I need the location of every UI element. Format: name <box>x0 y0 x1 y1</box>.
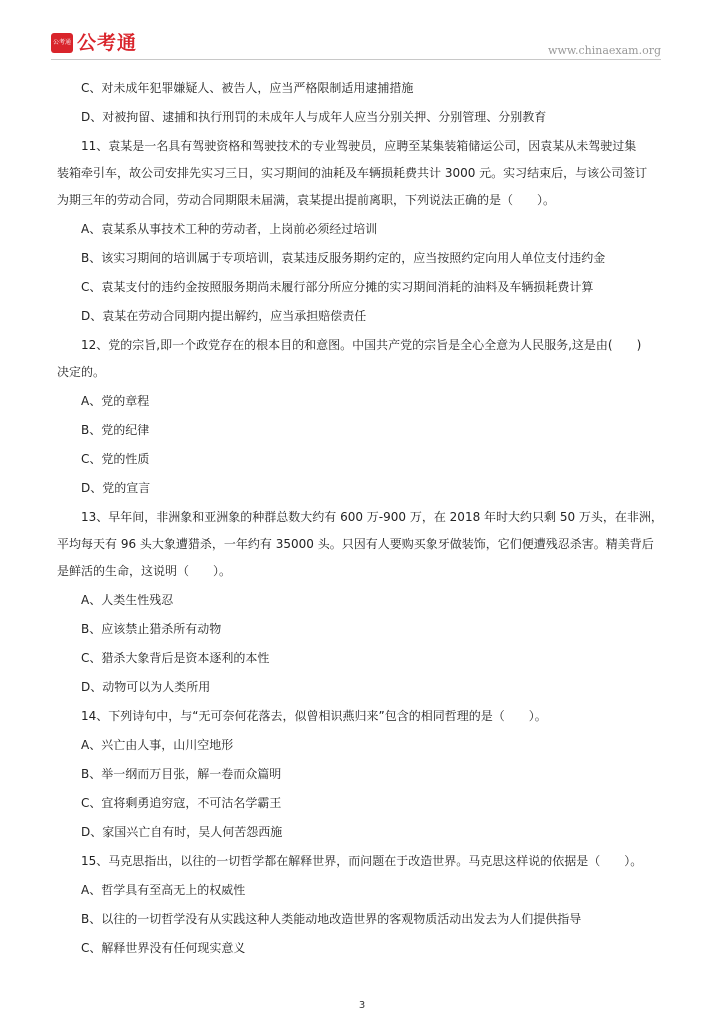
site-url[interactable]: www.chinaexam.org <box>548 44 661 57</box>
option-line: C、对未成年犯罪嫌疑人、被告人，应当严格限制适用逮捕措施 <box>81 81 414 95</box>
option-line: A、党的章程 <box>81 394 150 408</box>
option-line: B、应该禁止猎杀所有动物 <box>81 622 222 636</box>
page-header <box>0 0 724 60</box>
logo-text: 公考通 <box>77 32 138 54</box>
question-line: 13、早年间，非洲象和亚洲象的种群总数大约有 600 万-900 万，在 2018 年时大约只剩 50 万头，在非洲， <box>81 510 663 524</box>
option-line: D、对被拘留、逮捕和执行刑罚的未成年人与成年人应当分别关押、分别管理、分别教育 <box>81 110 547 124</box>
option-line: C、解释世界没有任何现实意义 <box>81 941 246 955</box>
option-line: D、袁某在劳动合同期内提出解约，应当承担赔偿责任 <box>81 309 367 323</box>
question-line: 为期三年的劳动合同，劳动合同期限未届满，袁某提出提前离职，下列说法正确的是（ ）。 <box>57 193 556 207</box>
question-14: 14、下列诗句中，与“无可奈何花落去，似曾相识燕归来”包含的相同哲理的是（ ）。 <box>81 709 547 723</box>
logo-mark: 公考通 <box>51 33 73 53</box>
option-line: A、哲学具有至高无上的权威性 <box>81 883 246 897</box>
question-line: 平均每天有 96 头大象遭猎杀，一年约有 35000 头。只因有人要购买象牙做装饰，它们便遭残忍杀害。精美背后 <box>57 537 654 551</box>
option-line: D、党的宣言 <box>81 481 151 495</box>
question-line: 12、党的宗旨,即一个政党存在的根本目的和意图。中国共产党的宗旨是全心全意为人民服务,这是由( ) <box>81 338 642 352</box>
header-divider <box>51 59 661 60</box>
option-line: C、党的性质 <box>81 452 150 466</box>
question-line: 装箱牵引车，故公司安排先实习三日，实习期间的油耗及车辆损耗费共计 3000 元。实习结束后，与该公司签订 <box>57 166 648 180</box>
page-number: 3 <box>358 1000 366 1011</box>
question-13 <box>57 507 667 581</box>
option-line: A、兴亡由人事，山川空地形 <box>81 738 234 752</box>
question-11 <box>57 136 667 210</box>
option-line: B、该实习期间的培训属于专项培训，袁某违反服务期约定的，应当按照约定向用人单位支付违约金 <box>81 251 606 265</box>
question-15: 15、马克思指出，以往的一切哲学都在解释世界，而问题在于改造世界。马克思这样说的依据是（ ）。 <box>81 854 643 868</box>
option-line: A、袁某系从事技术工种的劳动者，上岗前必须经过培训 <box>81 222 378 236</box>
question-line: 11、袁某是一名具有驾驶资格和驾驶技术的专业驾驶员，应聘至某集装箱储运公司，因袁某从未驾驶过集 <box>81 139 637 153</box>
option-line: B、党的纪律 <box>81 423 150 437</box>
option-line: B、以往的一切哲学没有从实践这种人类能动地改造世界的客观物质活动出发去为人们提供指导 <box>81 912 582 926</box>
option-line: D、动物可以为人类所用 <box>81 680 211 694</box>
option-line: C、宜将剩勇追穷寇，不可沽名学霸王 <box>81 796 282 810</box>
document-body <box>57 78 667 967</box>
option-line: C、猎杀大象背后是资本逐利的本性 <box>81 651 270 665</box>
option-line: D、家国兴亡自有时，吴人何苦怨西施 <box>81 825 283 839</box>
option-line: B、举一纲而万目张，解一卷而众篇明 <box>81 767 282 781</box>
option-line: C、袁某支付的违约金按照服务期尚未履行部分所应分摊的实习期间消耗的油料及车辆损耗费计算 <box>81 280 594 294</box>
question-line: 是鲜活的生命，这说明（ ）。 <box>57 564 232 578</box>
option-line: A、人类生性残忍 <box>81 593 174 607</box>
question-12 <box>57 335 667 382</box>
question-line: 决定的。 <box>57 365 106 379</box>
